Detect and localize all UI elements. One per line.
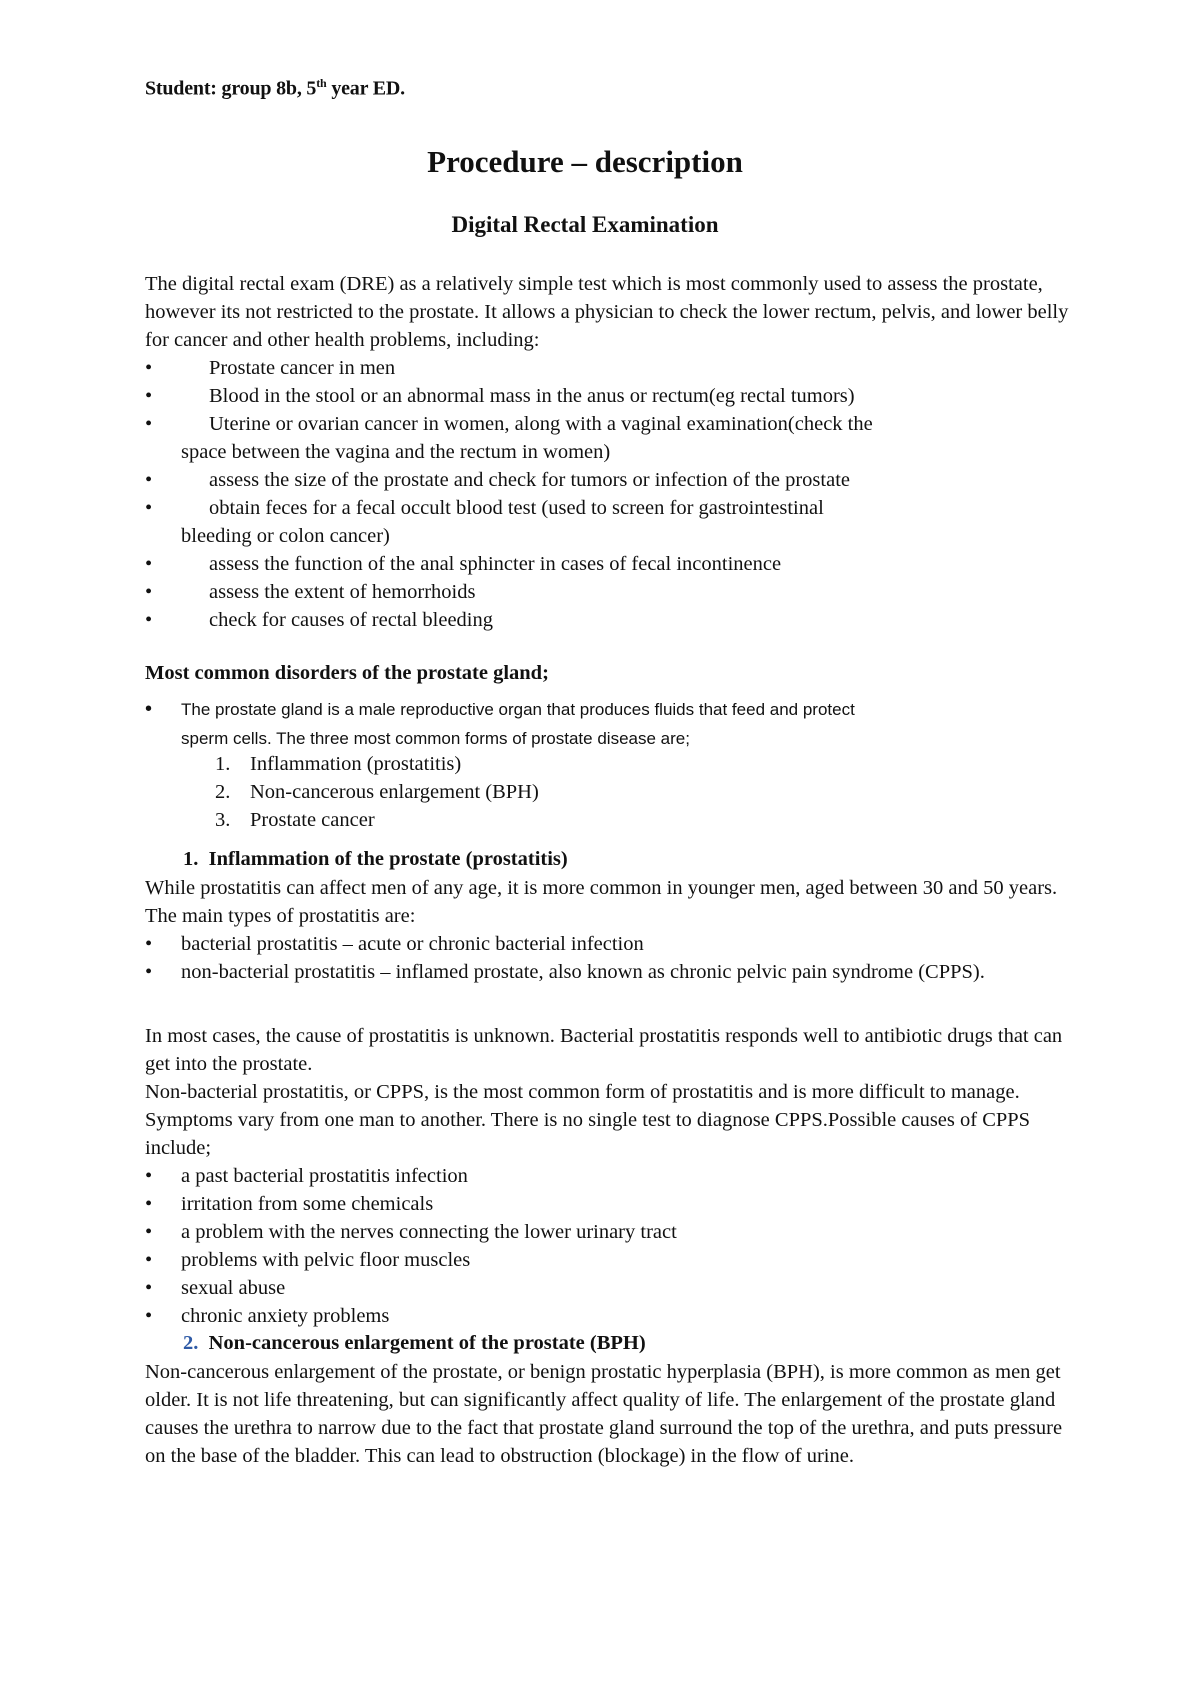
disorders-heading: Most common disorders of the prostate gland; xyxy=(145,662,549,684)
section1-title: Inflammation of the prostate (prostatitis) xyxy=(208,848,568,870)
list-item-text-cont: space between the vagina and the rectum in women) xyxy=(181,441,611,463)
list-item-text: assess the extent of hemorrhoids xyxy=(209,581,476,603)
list-item xyxy=(145,466,1075,494)
list-item-text: Non-cancerous enlargement (BPH) xyxy=(250,781,539,803)
list-item-text: Blood in the stool or an abnormal mass in the anus or rectum(eg rectal tumors) xyxy=(209,385,855,407)
prostatitis-types-list xyxy=(145,930,1075,986)
cpps-causes-list xyxy=(145,1162,1075,1330)
list-item-text: obtain feces for a fecal occult blood test (used to screen for gastrointestinal xyxy=(209,497,824,519)
bullet-icon: • xyxy=(145,961,153,983)
section1-number: 1. xyxy=(183,848,199,870)
list-item xyxy=(145,958,1075,986)
list-item xyxy=(145,550,1075,578)
bullet-icon: • xyxy=(145,497,153,519)
list-item-text: Prostate cancer xyxy=(250,809,375,831)
list-item-text: sexual abuse xyxy=(181,1277,286,1299)
list-item xyxy=(145,410,1075,466)
student-prefix: Student: group 8b, 5 xyxy=(145,77,317,100)
list-item xyxy=(145,1190,1075,1218)
bullet-icon: • xyxy=(145,698,153,720)
list-item-text: Inflammation (prostatitis) xyxy=(250,753,462,775)
bullet-icon: • xyxy=(145,609,153,631)
list-number: 3. xyxy=(215,809,231,831)
section2-heading xyxy=(183,1332,646,1355)
list-item-text: problems with pelvic floor muscles xyxy=(181,1249,471,1271)
student-info xyxy=(145,76,405,101)
bullet-icon: • xyxy=(145,1165,153,1187)
list-item xyxy=(145,354,1075,382)
list-item-text: Uterine or ovarian cancer in women, along with a vaginal examination(check the xyxy=(209,413,873,435)
list-number: 1. xyxy=(215,753,231,775)
bullet-icon: • xyxy=(145,1277,153,1299)
disorders-bullet-line2: sperm cells. The three most common forms of prostate disease are; xyxy=(181,729,690,748)
bullet-icon: • xyxy=(145,413,153,435)
disorders-bullet-line1: The prostate gland is a male reproductive organ that produces fluids that feed and protect xyxy=(181,700,855,719)
list-item xyxy=(215,806,539,834)
bullet-icon: • xyxy=(145,1193,153,1215)
list-item-text: assess the function of the anal sphincter in cases of fecal incontinence xyxy=(209,553,782,575)
bullet-icon: • xyxy=(145,933,153,955)
section1-para2: In most cases, the cause of prostatitis is unknown. Bacterial prostatitis responds well to antibiotic drugs that can get into the prostate. xyxy=(145,1025,1063,1075)
student-sup: th xyxy=(316,76,327,90)
disorders-numbered-list xyxy=(215,750,539,834)
list-item xyxy=(145,1246,1075,1274)
list-item-text: a problem with the nerves connecting the lower urinary tract xyxy=(181,1221,677,1243)
list-item-text-cont: bleeding or colon cancer) xyxy=(181,525,390,547)
section1-heading xyxy=(183,848,568,871)
bullet-icon: • xyxy=(145,581,153,603)
section1-para1: While prostatitis can affect men of any age, it is more common in younger men, aged between 30 and 50 years. The main types of prostatitis are: xyxy=(145,877,1058,927)
list-item xyxy=(145,1274,1075,1302)
list-item xyxy=(145,606,1075,634)
list-item xyxy=(215,778,539,806)
intro-paragraph: The digital rectal exam (DRE) as a relatively simple test which is most commonly used to assess the prostate, however its not restricted to the prostate. It allows a physician to check the lower rectum, pelvis, and lower belly for cancer and other health problems, including: xyxy=(145,273,1069,351)
list-item xyxy=(145,578,1075,606)
list-item-text: bacterial prostatitis – acute or chronic bacterial infection xyxy=(181,933,644,955)
bullet-icon: • xyxy=(145,1221,153,1243)
list-item xyxy=(145,1162,1075,1190)
bullet-icon: • xyxy=(145,1305,153,1327)
section2-title: Non-cancerous enlargement of the prostate (BPH) xyxy=(208,1332,646,1354)
section1-para3: Non-bacterial prostatitis, or CPPS, is the most common form of prostatitis and is more difficult to manage. Symptoms vary from one man to another. There is no single test to diagnose CPPS.Possible causes of CPPS include; xyxy=(145,1081,1031,1159)
list-item xyxy=(145,930,1075,958)
page-subtitle: Digital Rectal Examination xyxy=(451,212,719,237)
list-item-text: assess the size of the prostate and check for tumors or infection of the prostate xyxy=(209,469,850,491)
list-item xyxy=(145,494,1075,550)
list-item-text: check for causes of rectal bleeding xyxy=(209,609,494,631)
list-item xyxy=(215,750,539,778)
list-item-text: irritation from some chemicals xyxy=(181,1193,434,1215)
bullet-icon: • xyxy=(145,385,153,407)
list-number: 2. xyxy=(215,781,231,803)
bullet-icon: • xyxy=(145,469,153,491)
bullet-icon: • xyxy=(145,553,153,575)
section2-number: 2. xyxy=(183,1332,199,1354)
list-item-text: Prostate cancer in men xyxy=(209,357,396,379)
list-item-text: chronic anxiety problems xyxy=(181,1305,390,1327)
disorders-bullet xyxy=(145,695,1075,753)
bullet-icon: • xyxy=(145,1249,153,1271)
intro-list xyxy=(145,354,1075,634)
list-item-text: a past bacterial prostatitis infection xyxy=(181,1165,468,1187)
list-item-text: non-bacterial prostatitis – inflamed prostate, also known as chronic pelvic pain syndrome (CPPS). xyxy=(181,961,985,983)
page-title: Procedure – description xyxy=(427,144,743,179)
list-item xyxy=(145,382,1075,410)
section2-para: Non-cancerous enlargement of the prostate, or benign prostatic hyperplasia (BPH), is more common as men get older. It is not life threatening, but can significantly affect quality of life. The enlargement of the prostate gland causes the urethra to narrow due to the fact that prostate gland surround the top of the urethra, and puts pressure on the base of the bladder. This can lead to obstruction (blockage) in the flow of urine. xyxy=(145,1361,1063,1467)
list-item xyxy=(145,1218,1075,1246)
list-item xyxy=(145,1302,1075,1330)
bullet-icon: • xyxy=(145,357,153,379)
student-suffix: year ED. xyxy=(326,77,405,100)
